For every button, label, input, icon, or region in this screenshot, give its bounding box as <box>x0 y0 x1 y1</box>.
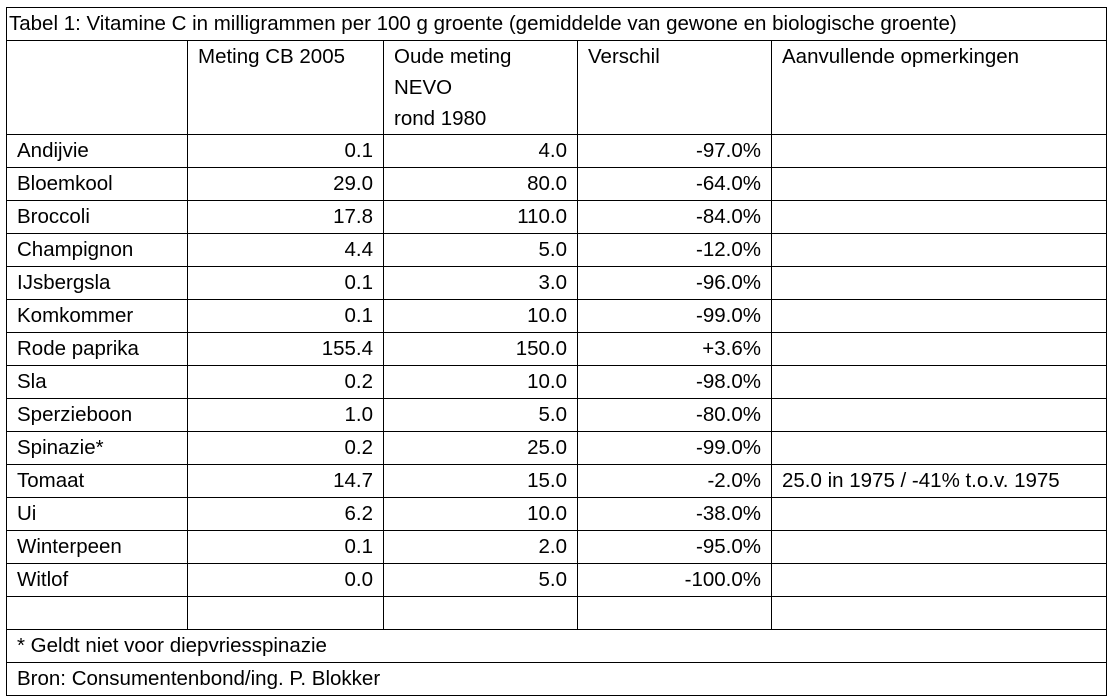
table-row <box>7 300 1107 333</box>
value-cb2005: 0.0 <box>188 564 384 597</box>
table-row <box>7 432 1107 465</box>
value-verschil: -97.0% <box>578 135 772 168</box>
value-cb2005: 0.2 <box>188 432 384 465</box>
table-row <box>7 498 1107 531</box>
value-cb2005: 0.1 <box>188 300 384 333</box>
value-verschil: -99.0% <box>578 300 772 333</box>
value-nevo1980: 10.0 <box>384 300 578 333</box>
value-nevo1980: 5.0 <box>384 399 578 432</box>
value-nevo1980: 3.0 <box>384 267 578 300</box>
product-name: Winterpeen <box>7 531 188 564</box>
value-verschil: -99.0% <box>578 432 772 465</box>
header-cell-nevo1980: Oude meting NEVO rond 1980 <box>384 41 578 135</box>
value-cb2005: 4.4 <box>188 234 384 267</box>
source-note: Bron: Consumentenbond/ing. P. Blokker <box>7 663 1107 696</box>
value-verschil: -38.0% <box>578 498 772 531</box>
value-verschil: -100.0% <box>578 564 772 597</box>
value-verschil: -12.0% <box>578 234 772 267</box>
value-cb2005: 0.1 <box>188 531 384 564</box>
product-name: Sperzieboon <box>7 399 188 432</box>
table-row <box>7 234 1107 267</box>
value-nevo1980: 150.0 <box>384 333 578 366</box>
value-opmerking <box>772 135 1107 168</box>
product-name: IJsbergsla <box>7 267 188 300</box>
value-nevo1980: 5.0 <box>384 564 578 597</box>
header-row <box>7 41 1107 135</box>
value-opmerking <box>772 399 1107 432</box>
empty-cell <box>7 597 188 630</box>
table-row <box>7 333 1107 366</box>
value-verschil: -84.0% <box>578 201 772 234</box>
value-verschil: -80.0% <box>578 399 772 432</box>
product-name: Ui <box>7 498 188 531</box>
vitamin-c-table <box>6 7 1107 696</box>
value-nevo1980: 4.0 <box>384 135 578 168</box>
value-opmerking <box>772 201 1107 234</box>
empty-cell <box>578 597 772 630</box>
value-nevo1980: 15.0 <box>384 465 578 498</box>
table-title: Tabel 1: Vitamine C in milligrammen per 100 g groente (gemiddelde van gewone en biologische groente) <box>7 8 1107 41</box>
value-nevo1980: 2.0 <box>384 531 578 564</box>
value-cb2005: 155.4 <box>188 333 384 366</box>
value-cb2005: 0.1 <box>188 135 384 168</box>
value-nevo1980: 10.0 <box>384 366 578 399</box>
header-cell-verschil: Verschil <box>578 41 772 135</box>
product-name: Broccoli <box>7 201 188 234</box>
value-nevo1980: 110.0 <box>384 201 578 234</box>
product-name: Champignon <box>7 234 188 267</box>
value-verschil: -2.0% <box>578 465 772 498</box>
value-cb2005: 1.0 <box>188 399 384 432</box>
title-row <box>7 8 1107 41</box>
value-opmerking <box>772 300 1107 333</box>
value-nevo1980: 80.0 <box>384 168 578 201</box>
value-opmerking <box>772 234 1107 267</box>
value-cb2005: 14.7 <box>188 465 384 498</box>
header-cell-opmerkingen: Aanvullende opmerkingen <box>772 41 1107 135</box>
header-cell-cb2005: Meting CB 2005 <box>188 41 384 135</box>
value-opmerking <box>772 531 1107 564</box>
value-opmerking <box>772 564 1107 597</box>
value-opmerking: 25.0 in 1975 / -41% t.o.v. 1975 <box>772 465 1107 498</box>
value-opmerking <box>772 267 1107 300</box>
product-name: Tomaat <box>7 465 188 498</box>
product-name: Rode paprika <box>7 333 188 366</box>
value-opmerking <box>772 168 1107 201</box>
value-opmerking <box>772 498 1107 531</box>
product-name: Witlof <box>7 564 188 597</box>
footnote: * Geldt niet voor diepvriesspinazie <box>7 630 1107 663</box>
source-row <box>7 663 1107 696</box>
product-name: Andijvie <box>7 135 188 168</box>
value-opmerking <box>772 333 1107 366</box>
value-verschil: -64.0% <box>578 168 772 201</box>
value-nevo1980: 5.0 <box>384 234 578 267</box>
value-nevo1980: 10.0 <box>384 498 578 531</box>
table-row <box>7 267 1107 300</box>
value-verschil: +3.6% <box>578 333 772 366</box>
value-cb2005: 17.8 <box>188 201 384 234</box>
product-name: Spinazie* <box>7 432 188 465</box>
empty-cell <box>384 597 578 630</box>
table-row <box>7 168 1107 201</box>
empty-cell <box>188 597 384 630</box>
table-row <box>7 531 1107 564</box>
table-row <box>7 366 1107 399</box>
value-opmerking <box>772 432 1107 465</box>
value-verschil: -96.0% <box>578 267 772 300</box>
table-row <box>7 564 1107 597</box>
footnote-row <box>7 630 1107 663</box>
empty-row <box>7 597 1107 630</box>
header-cell-product <box>7 41 188 135</box>
value-cb2005: 6.2 <box>188 498 384 531</box>
product-name: Sla <box>7 366 188 399</box>
product-name: Bloemkool <box>7 168 188 201</box>
value-cb2005: 0.1 <box>188 267 384 300</box>
value-verschil: -95.0% <box>578 531 772 564</box>
table-row <box>7 465 1107 498</box>
value-cb2005: 29.0 <box>188 168 384 201</box>
table-row <box>7 201 1107 234</box>
value-verschil: -98.0% <box>578 366 772 399</box>
table-row <box>7 135 1107 168</box>
table-row <box>7 399 1107 432</box>
product-name: Komkommer <box>7 300 188 333</box>
empty-cell <box>772 597 1107 630</box>
value-opmerking <box>772 366 1107 399</box>
value-cb2005: 0.2 <box>188 366 384 399</box>
value-nevo1980: 25.0 <box>384 432 578 465</box>
